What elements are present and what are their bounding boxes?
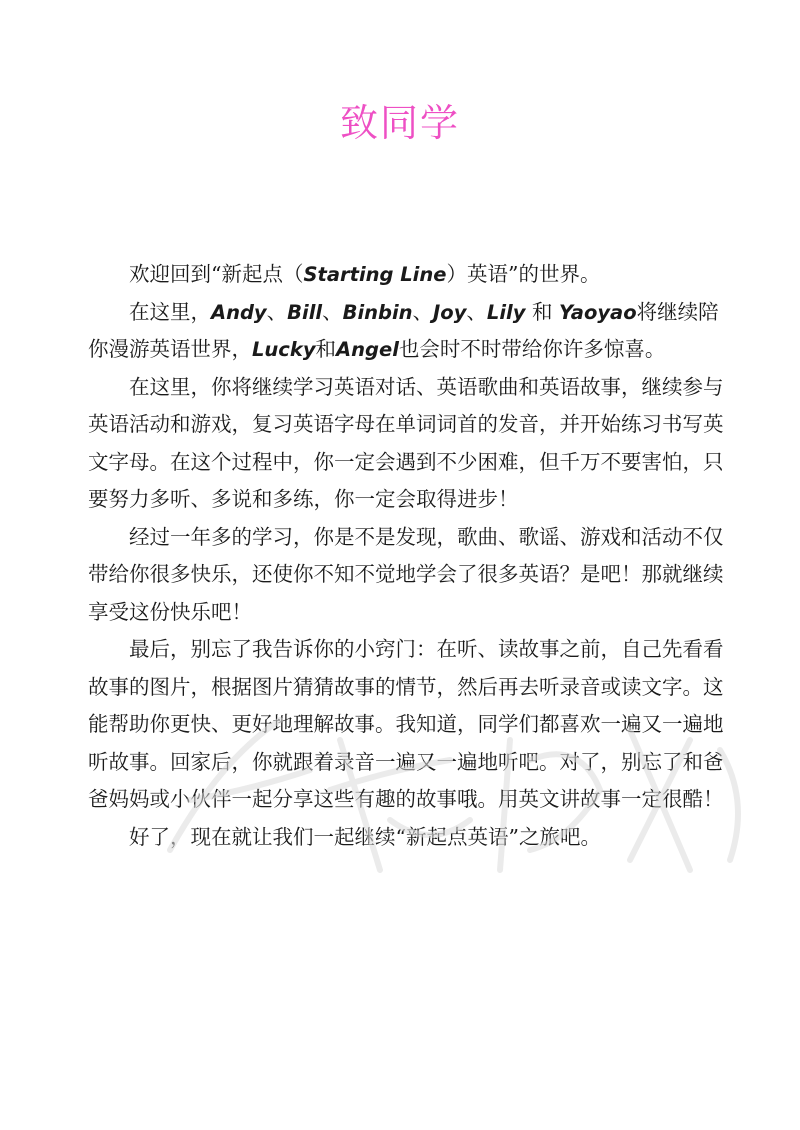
p2-sep-1: 、 bbox=[266, 299, 288, 324]
p2-sep-4: 、 bbox=[466, 299, 487, 324]
p2-text-o: 和 bbox=[315, 337, 337, 361]
paragraph-3: 在这里，你将继续学习英语对话、英语歌曲和英语故事，继续参与英语活动和游戏，复习英语字母在单词词首的发音，并开始练习书写英文字母。在这个过程中，你一定会遇到不少困难，但千万不要害怕，只要努力多听、多说和多练，你一定会取得进步！ bbox=[88, 374, 724, 511]
p2-name-andy: Andy bbox=[211, 300, 267, 324]
p2-name-binbin: Binbin bbox=[342, 300, 413, 324]
p2-text-q: 也会时不时带给你许多惊喜。 bbox=[398, 337, 666, 361]
p1-text-a: 欢迎回到“新起点（ bbox=[129, 262, 304, 286]
p1-starting-line: Starting Line bbox=[303, 263, 447, 286]
paragraph-2 bbox=[88, 294, 728, 369]
p2-name-bill: Bill bbox=[287, 300, 323, 324]
p2-name-lily: Lily bbox=[486, 300, 526, 324]
p2-sep-2: 、 bbox=[322, 299, 343, 324]
p2-text-a: 在这里， bbox=[129, 299, 211, 324]
paragraph-5: 最后，别忘了我告诉你的小窍门：在听、读故事之前，自己先看看故事的图片，根据图片猜猜故事的情节，然后再去听录音或读文字。这能帮助你更快、更好地理解故事。我知道，同学们都喜欢一遍又一遍地听故事。回家后，你就跟着录音一遍又一遍地听吧。对了，别忘了和爸爸妈妈或小伙伴一起分享这些有趣的故事哦。用英文讲故事一定很酷！ bbox=[88, 637, 724, 811]
paragraph-1 bbox=[88, 256, 728, 294]
p2-name-angel: Angel bbox=[336, 338, 399, 361]
paragraph-6: 好了，现在就让我们一起继续“新起点英语”之旅吧。 bbox=[129, 824, 601, 849]
letter-body bbox=[88, 256, 728, 856]
paragraph-4: 经过一年多的学习，你是不是发现，歌曲、歌谣、游戏和活动不仅带给你很多快乐，还使你不知不觉地学会了很多英语？是吧！那就继续享受这份快乐吧！ bbox=[88, 524, 724, 624]
p2-and: 和 bbox=[525, 299, 559, 324]
p2-name-joy: Joy bbox=[433, 300, 467, 324]
p2-name-yaoyao: Yaoyao bbox=[558, 300, 637, 324]
p2-name-lucky: Lucky bbox=[252, 338, 316, 361]
p1-text-c: ）英语”的世界。 bbox=[446, 262, 601, 286]
p2-text-m: 将继续陪你漫游英语世界， bbox=[88, 299, 719, 361]
page-title: 致同学 bbox=[339, 101, 460, 145]
p2-sep-3: 、 bbox=[412, 299, 434, 324]
